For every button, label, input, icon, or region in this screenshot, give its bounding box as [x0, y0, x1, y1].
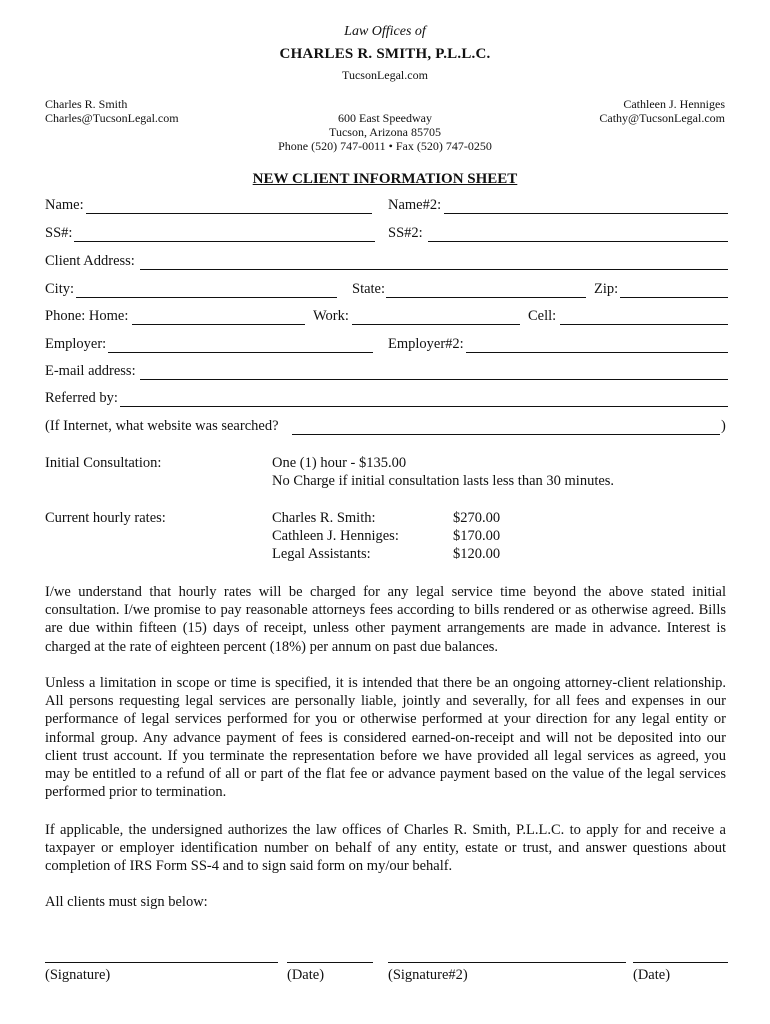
state-label: State: — [352, 281, 386, 297]
rates-label: Current hourly rates: — [45, 510, 166, 526]
signature-label: (Signature) — [45, 967, 111, 983]
date-label: (Date) — [287, 967, 325, 983]
consultation-line1: One (1) hour - $135.00 — [272, 455, 407, 471]
sign-prompt: All clients must sign below: — [45, 894, 208, 910]
consultation-line2: No Charge if initial consultation lasts less than 30 minutes. — [272, 473, 615, 489]
email-label: E-mail address: — [45, 363, 136, 379]
zip-label: Zip: — [594, 281, 619, 297]
date2-label: (Date) — [633, 967, 671, 983]
name2-label: Name#2: — [388, 197, 442, 213]
rate-value-assistants: $120.00 — [453, 546, 501, 562]
law-offices-of: Law Offices of — [344, 24, 426, 39]
name-label: Name: — [45, 197, 84, 213]
internet-website-field[interactable] — [292, 434, 720, 435]
signature2-line[interactable] — [388, 962, 626, 963]
rate-who-assistants: Legal Assistants: — [272, 546, 371, 562]
signature2-label: (Signature#2) — [388, 967, 468, 983]
rate-value-henniges: $170.00 — [453, 528, 501, 544]
city-field[interactable] — [76, 297, 337, 298]
zip-field[interactable] — [620, 297, 728, 298]
ss-field[interactable] — [74, 241, 375, 242]
employer2-field[interactable] — [466, 352, 728, 353]
phone-work-label: Work: — [313, 308, 349, 324]
phone-cell-field[interactable] — [560, 324, 728, 325]
state-field[interactable] — [386, 297, 586, 298]
date-line[interactable] — [287, 962, 373, 963]
phone-work-field[interactable] — [352, 324, 520, 325]
email-field[interactable] — [140, 379, 728, 380]
phone-fax: Phone (520) 747-0011 • Fax (520) 747-0250 — [278, 139, 492, 153]
client-address-field[interactable] — [140, 269, 728, 270]
ss2-label: SS#2: — [388, 225, 423, 241]
firm-name: CHARLES R. SMITH, P.L.L.C. — [279, 46, 491, 62]
consultation-label: Initial Consultation: — [45, 455, 162, 471]
authorization-paragraph: If applicable, the undersigned authorizes the law offices of Charles R. Smith, P.L.L.C. to apply for and receive a taxpayer or employer identification number on behalf of any entity, estate or trust, and answer questions about completion of IRS Form SS-4 and to sign said form on my/our behalf. — [45, 822, 726, 875]
rate-who-henniges: Cathleen J. Henniges: — [272, 528, 399, 544]
phone-home-field[interactable] — [132, 324, 305, 325]
firm-website: TucsonLegal.com — [342, 68, 428, 82]
name2-field[interactable] — [444, 213, 728, 214]
name-field[interactable] — [86, 213, 372, 214]
phone-home-label: Phone: Home: — [45, 308, 129, 324]
ss-label: SS#: — [45, 225, 73, 241]
attorney-left-name: Charles R. Smith — [45, 97, 128, 111]
liability-paragraph: Unless a limitation in scope or time is specified, it is intended that there be an ongoing attorney-client relationship. All persons requesting legal services are personally liable, jointly and severally, for all fees and expenses in our performance of legal services performed for you or otherwise performed at your direction for any legal entity or informal group. Any advance payment of fees is considered earned-on-receipt and will not be deposited into our client trust account. If you terminate the representation before we have provided all legal services as agreed, you may be entitled to a refund of all or part of the flat fee or advance payment based on the value of the legal services performed prior to termination. — [45, 675, 726, 801]
city-label: City: — [45, 281, 75, 297]
referred-by-field[interactable] — [120, 406, 728, 407]
rate-value-smith: $270.00 — [453, 510, 501, 526]
employer-label: Employer: — [45, 336, 107, 352]
internet-website-label: (If Internet, what website was searched? — [45, 418, 279, 434]
signature-line[interactable] — [45, 962, 278, 963]
employer-field[interactable] — [108, 352, 373, 353]
address-city: Tucson, Arizona 85705 — [329, 125, 441, 139]
attorney-right-name: Cathleen J. Henniges — [623, 97, 725, 111]
employer2-label: Employer#2: — [388, 336, 464, 352]
billing-paragraph: I/we understand that hourly rates will be charged for any legal service time beyond the above stated initial consultation. I/we promise to pay reasonable attorneys fees according to bills rendered or as otherwise agreed. Bills are due within fifteen (15) days of receipt, unless other payment arrangements are made in advance. Interest is charged at the rate of eighteen percent (18%) per annum on past due balances. — [45, 584, 726, 655]
ss2-field[interactable] — [428, 241, 728, 242]
address-street: 600 East Speedway — [338, 111, 432, 125]
attorney-right-email: Cathy@TucsonLegal.com — [599, 111, 725, 125]
date2-line[interactable] — [633, 962, 728, 963]
phone-cell-label: Cell: — [528, 308, 557, 324]
attorney-left-email: Charles@TucsonLegal.com — [45, 111, 179, 125]
internet-close-paren: ) — [721, 418, 726, 434]
referred-by-label: Referred by: — [45, 390, 118, 406]
rate-who-smith: Charles R. Smith: — [272, 510, 376, 526]
client-address-label: Client Address: — [45, 253, 135, 269]
sheet-title: NEW CLIENT INFORMATION SHEET — [252, 171, 518, 187]
